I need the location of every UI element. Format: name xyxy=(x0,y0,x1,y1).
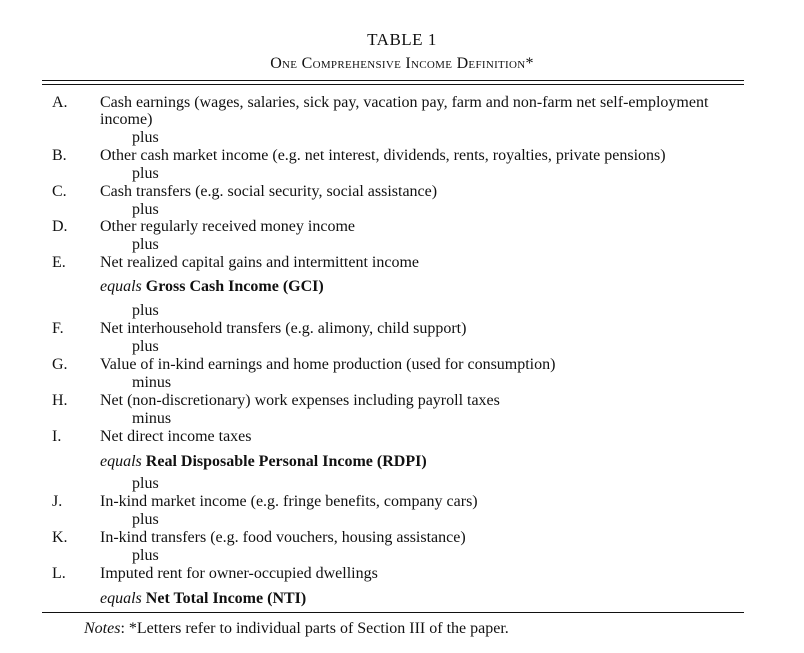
operator-minus: minus xyxy=(132,374,172,391)
row-e-text: Net realized capital gains and intermittent income xyxy=(100,254,419,271)
row-g-text: Value of in-kind earnings and home production (used for consumption) xyxy=(100,356,556,373)
bottom-rule xyxy=(42,612,744,613)
row-h-text: Net (non-discretionary) work expenses including payroll taxes xyxy=(100,392,500,409)
operator-plus: plus xyxy=(132,511,159,528)
table-notes xyxy=(84,620,509,638)
row-b-text: Other cash market income (e.g. net interest, dividends, rents, royalties, private pensions) xyxy=(100,147,666,164)
row-k-text: In-kind transfers (e.g. food vouchers, housing assistance) xyxy=(100,529,466,546)
row-b-letter: B. xyxy=(52,147,67,164)
notes-label: Notes xyxy=(84,620,121,637)
row-j-text: In-kind market income (e.g. fringe benefits, company cars) xyxy=(100,493,478,510)
row-c-letter: C. xyxy=(52,183,67,200)
row-j-letter: J. xyxy=(52,493,63,510)
row-f-text: Net interhousehold transfers (e.g. alimony, child support) xyxy=(100,320,467,337)
equals-word: equals xyxy=(100,590,142,607)
gci-label: Gross Cash Income (GCI) xyxy=(145,278,324,295)
row-h-letter: H. xyxy=(52,392,68,409)
top-rule-2 xyxy=(42,84,744,85)
row-e-letter: E. xyxy=(52,254,66,271)
operator-plus: plus xyxy=(132,475,159,492)
row-a-letter: A. xyxy=(52,94,68,111)
operator-plus: plus xyxy=(132,201,159,218)
operator-plus: plus xyxy=(132,165,159,182)
operator-plus: plus xyxy=(132,302,159,319)
nti-label: Net Total Income (NTI) xyxy=(145,590,307,607)
operator-plus: plus xyxy=(132,129,159,146)
top-rule-1 xyxy=(42,80,744,81)
rdpi-label: Real Disposable Personal Income (RDPI) xyxy=(145,453,427,470)
notes-text: : *Letters refer to individual parts of Section III of the paper. xyxy=(120,620,509,637)
operator-plus: plus xyxy=(132,338,159,355)
row-f-letter: F. xyxy=(52,320,64,337)
row-d-text: Other regularly received money income xyxy=(100,218,355,235)
row-i-letter: I. xyxy=(52,428,62,445)
row-k-letter: K. xyxy=(52,529,68,546)
equals-gci-row xyxy=(100,278,324,296)
row-a-text: Cash earnings (wages, salaries, sick pay, vacation pay, farm and non-farm net self-employment xyxy=(100,94,709,111)
row-i-text: Net direct income taxes xyxy=(100,428,252,445)
row-a-text-cont: income) xyxy=(100,111,153,128)
row-l-text: Imputed rent for owner-occupied dwellings xyxy=(100,565,378,582)
row-g-letter: G. xyxy=(52,356,68,373)
row-l-letter: L. xyxy=(52,565,66,582)
table-title: TABLE 1 xyxy=(367,30,437,49)
operator-plus: plus xyxy=(132,236,159,253)
row-c-text: Cash transfers (e.g. social security, social assistance) xyxy=(100,183,438,200)
operator-minus: minus xyxy=(132,410,172,427)
equals-word: equals xyxy=(100,453,142,470)
equals-rdpi-row xyxy=(100,453,427,471)
row-d-letter: D. xyxy=(52,218,68,235)
operator-plus: plus xyxy=(132,547,159,564)
equals-word: equals xyxy=(100,278,142,295)
equals-nti-row xyxy=(100,590,306,608)
table-subtitle: One Comprehensive Income Definition* xyxy=(270,55,534,72)
